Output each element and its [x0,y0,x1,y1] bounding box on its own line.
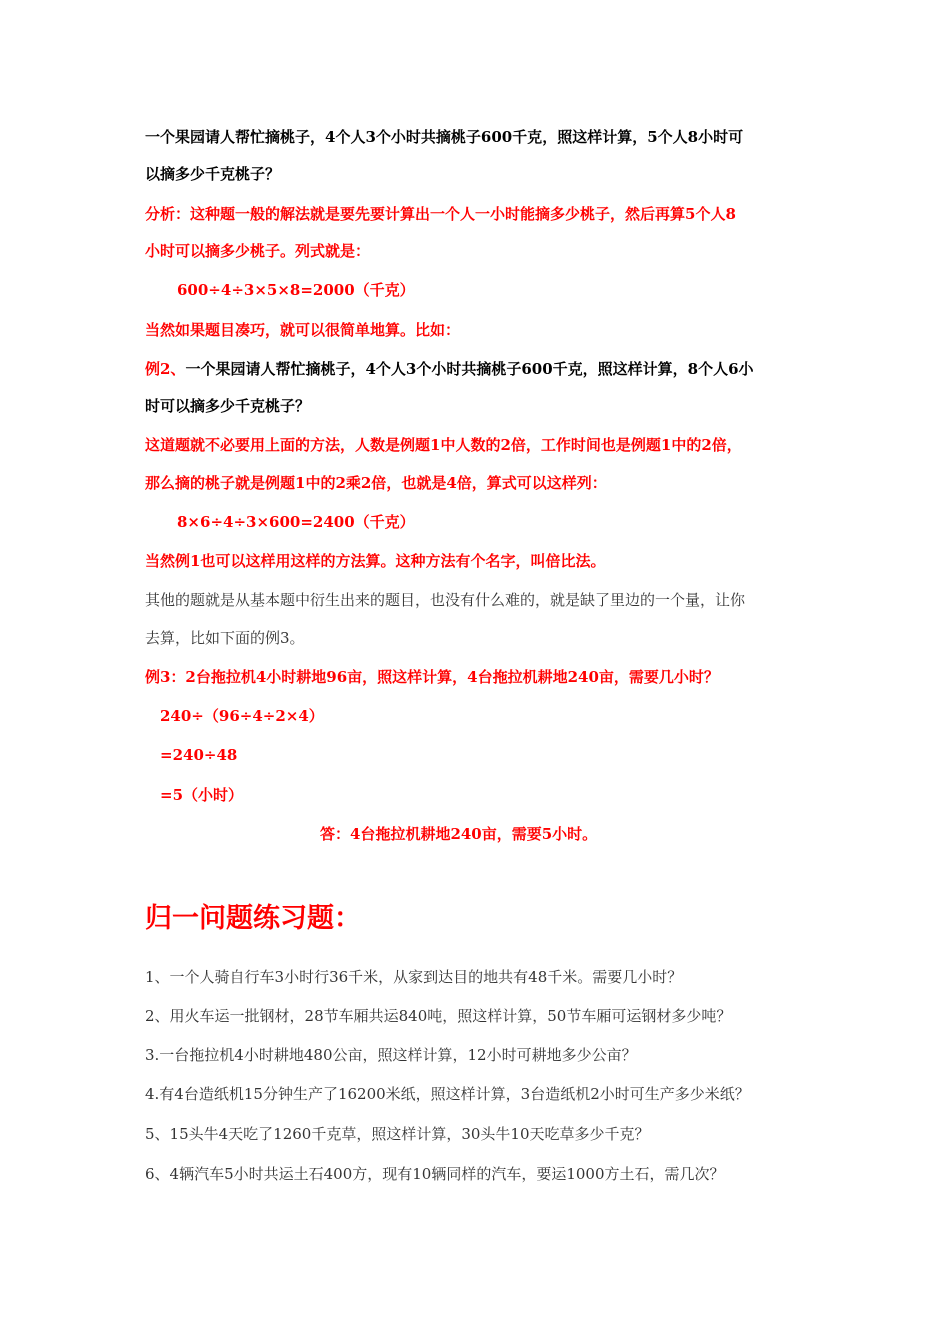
example2-line1 [145,359,825,379]
note-1: 当然如果题目凑巧，就可以很简单地算。比如： [145,321,461,339]
answer: 答：4台拖拉机耕地240亩，需要5小时。 [320,825,598,843]
other-line1: 其他的题就是从基本题中衍生出来的题目，也没有什么难的，就是缺了里边的一个量，让你 [145,591,746,609]
exercise-item-1: 1、一个人骑自行车3小时行36千米，从家到达目的地共有48千米。需要几小时？ [145,968,683,986]
exercise-item-3: 3.一台拖拉机4小时耕地480公亩，照这样计算，12小时可耕地多少公亩？ [145,1046,637,1064]
problem1-line1: 一个果园请人帮忙摘桃子，4个人3个小时共摘桃子600千克，照这样计算，5个人8小时可 [145,128,744,146]
example2-text: 一个果园请人帮忙摘桃子，4个人3个小时共摘桃子600千克，照这样计算，8个人6小 [185,360,754,378]
exercise-item-5: 5、15头牛4天吃了1260千克草，照这样计算，30头牛10天吃草多少千克？ [145,1125,650,1143]
note-2: 当然例1也可以这样用这样的方法算。这种方法有个名字，叫倍比法。 [145,552,606,570]
problem1-line2: 以摘多少千克桃子？ [145,165,281,183]
exercises-heading: 归一问题练习题： [145,903,361,934]
example2-label: 例2、 [145,360,186,378]
other-line2: 去算，比如下面的例3。 [145,629,305,647]
example3: 例3：2台拖拉机4小时耕地96亩，照这样计算，4台拖拉机耕地240亩，需要几小时？ [145,668,719,686]
analysis-line1: 分析：这种题一般的解法就是要先要计算出一个人一小时能摘多少桃子，然后再算5个人8 [145,205,736,223]
calc-step2: =240÷48 [160,746,238,764]
explanation-line1: 这道题就不必要用上面的方法，人数是例题1中人数的2倍，工作时间也是例题1中的2倍， [145,436,742,454]
calc-step3: =5（小时） [160,786,244,804]
exercise-item-2: 2、用火车运一批钢材，28节车厢共运840吨，照这样计算，50节车厢可运钢材多少吨？ [145,1007,732,1025]
exercise-item-4: 4.有4台造纸机15分钟生产了16200米纸，照这样计算，3台造纸机2小时可生产多少米纸？ [145,1085,750,1103]
calc-step1: 240÷（96÷4÷2×4） [160,707,324,725]
analysis-line2: 小时可以摘多少桃子。列式就是： [145,242,371,260]
formula-1: 600÷4÷3×5×8=2000（千克） [177,281,415,299]
exercise-item-6: 6、4辆汽车5小时共运土石400方，现有10辆同样的汽车，要运1000方土石，需几次？ [145,1165,725,1183]
formula-2: 8×6÷4÷3×600=2400（千克） [177,513,415,531]
example2-line2: 时可以摘多少千克桃子？ [145,397,311,415]
explanation-line2: 那么摘的桃子就是例题1中的2乘2倍，也就是4倍，算式可以这样列： [145,474,607,492]
